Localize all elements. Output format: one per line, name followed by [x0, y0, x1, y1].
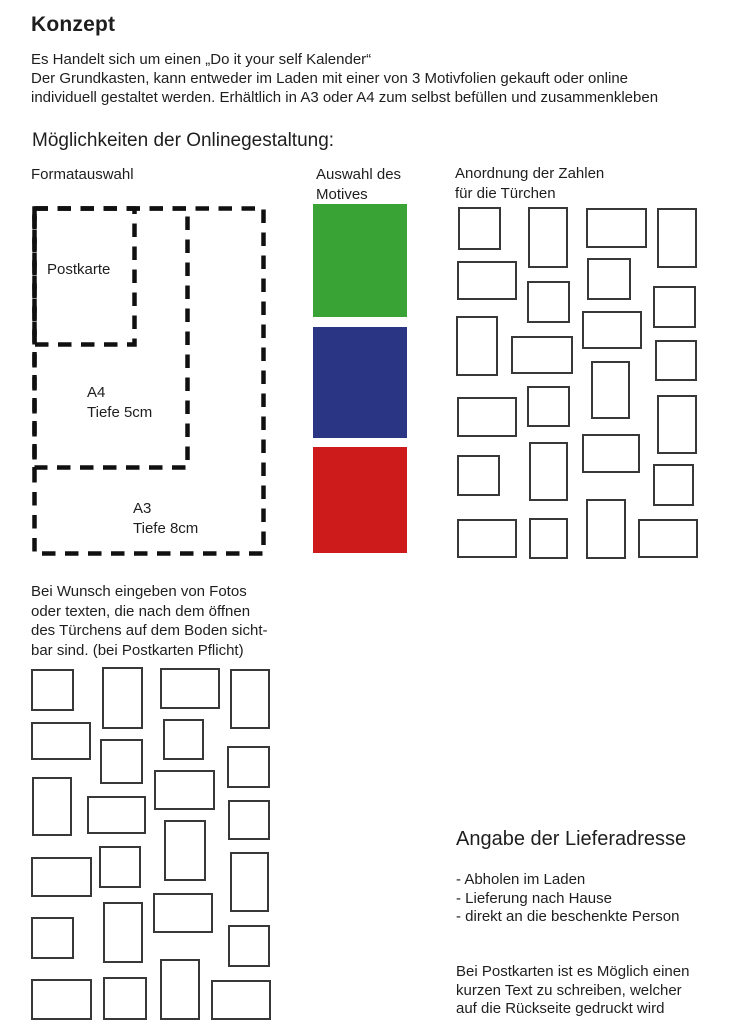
postcard-note-line-3: auf die Rückseite gedruckt wird	[456, 1000, 665, 1017]
content-door-rect	[100, 739, 143, 784]
content-door-rect	[228, 800, 270, 840]
format-a4-name: A4	[87, 384, 106, 401]
motif-label-line2: Motives	[316, 185, 368, 203]
intro-line-1: Es Handelt sich um einen „Do it your self Kalender“	[31, 51, 372, 68]
format-a4-depth: Tiefe 5cm	[87, 404, 153, 421]
content-door-rect	[103, 977, 147, 1020]
postcard-note-line-1: Bei Postkarten ist es Möglich einen	[456, 963, 690, 980]
photos-note-line-4: bar sind. (bei Postkarten Pflicht)	[31, 642, 244, 659]
content-door-rect	[32, 777, 72, 836]
content-door-rect	[230, 669, 270, 729]
content-door-rect	[163, 719, 204, 760]
content-door-rect	[160, 668, 220, 709]
delivery-option-1: - Abholen im Laden	[456, 871, 586, 888]
content-door-rect	[211, 980, 271, 1020]
numbers-label-line2: für die Türchen	[455, 184, 556, 202]
content-door-rect	[102, 667, 143, 729]
online-options-heading: Möglichkeiten der Onlinegestaltung:	[32, 130, 335, 151]
intro-line-3: individuell gestaltet werden. Erhältlich in A3 oder A4 zum selbst befüllen und zusammenkleben	[31, 89, 659, 106]
content-door-rect	[230, 852, 269, 912]
content-door-rect	[154, 770, 215, 810]
content-door-rect	[228, 925, 270, 967]
motif-label-line1: Auswahl des	[316, 166, 402, 183]
delivery-option-2: - Lieferung nach Hause	[456, 890, 612, 907]
content-door-rect	[227, 746, 270, 788]
format-a3-name: A3	[133, 500, 152, 517]
format-label-postkarte: Postkarte	[47, 261, 111, 278]
format-selection-label: Formatauswahl	[31, 166, 134, 183]
photos-note-line-2: oder texten, die nach dem öffnen	[31, 603, 251, 620]
content-door-rect	[164, 820, 206, 881]
numbers-label-line1: Anordnung der Zahlen	[455, 165, 605, 182]
delivery-heading: Angabe der Lieferadresse	[456, 828, 687, 850]
content-door-rect	[99, 846, 141, 888]
content-door-rect	[31, 722, 91, 760]
content-door-rect	[153, 893, 213, 933]
content-door-rect	[31, 669, 74, 711]
content-door-rect	[31, 857, 92, 897]
content-door-rect	[103, 902, 143, 963]
content-door-rect	[31, 917, 74, 959]
format-a3-depth: Tiefe 8cm	[133, 520, 199, 537]
intro-line-2: Der Grundkasten, kann entweder im Laden mit einer von 3 Motivfolien gekauft oder online	[31, 70, 629, 87]
content-door-rect	[160, 959, 200, 1020]
photos-note-line-3: des Türchens auf dem Boden sicht-	[31, 622, 268, 639]
page-title: Konzept	[31, 13, 116, 36]
content-door-rect	[31, 979, 92, 1020]
photos-note-line-1: Bei Wunsch eingeben von Fotos	[31, 583, 247, 600]
postcard-note-line-2: kurzen Text zu schreiben, welcher	[456, 982, 682, 999]
content-door-rect	[87, 796, 146, 834]
delivery-option-3: - direkt an die beschenkte Person	[456, 908, 680, 925]
